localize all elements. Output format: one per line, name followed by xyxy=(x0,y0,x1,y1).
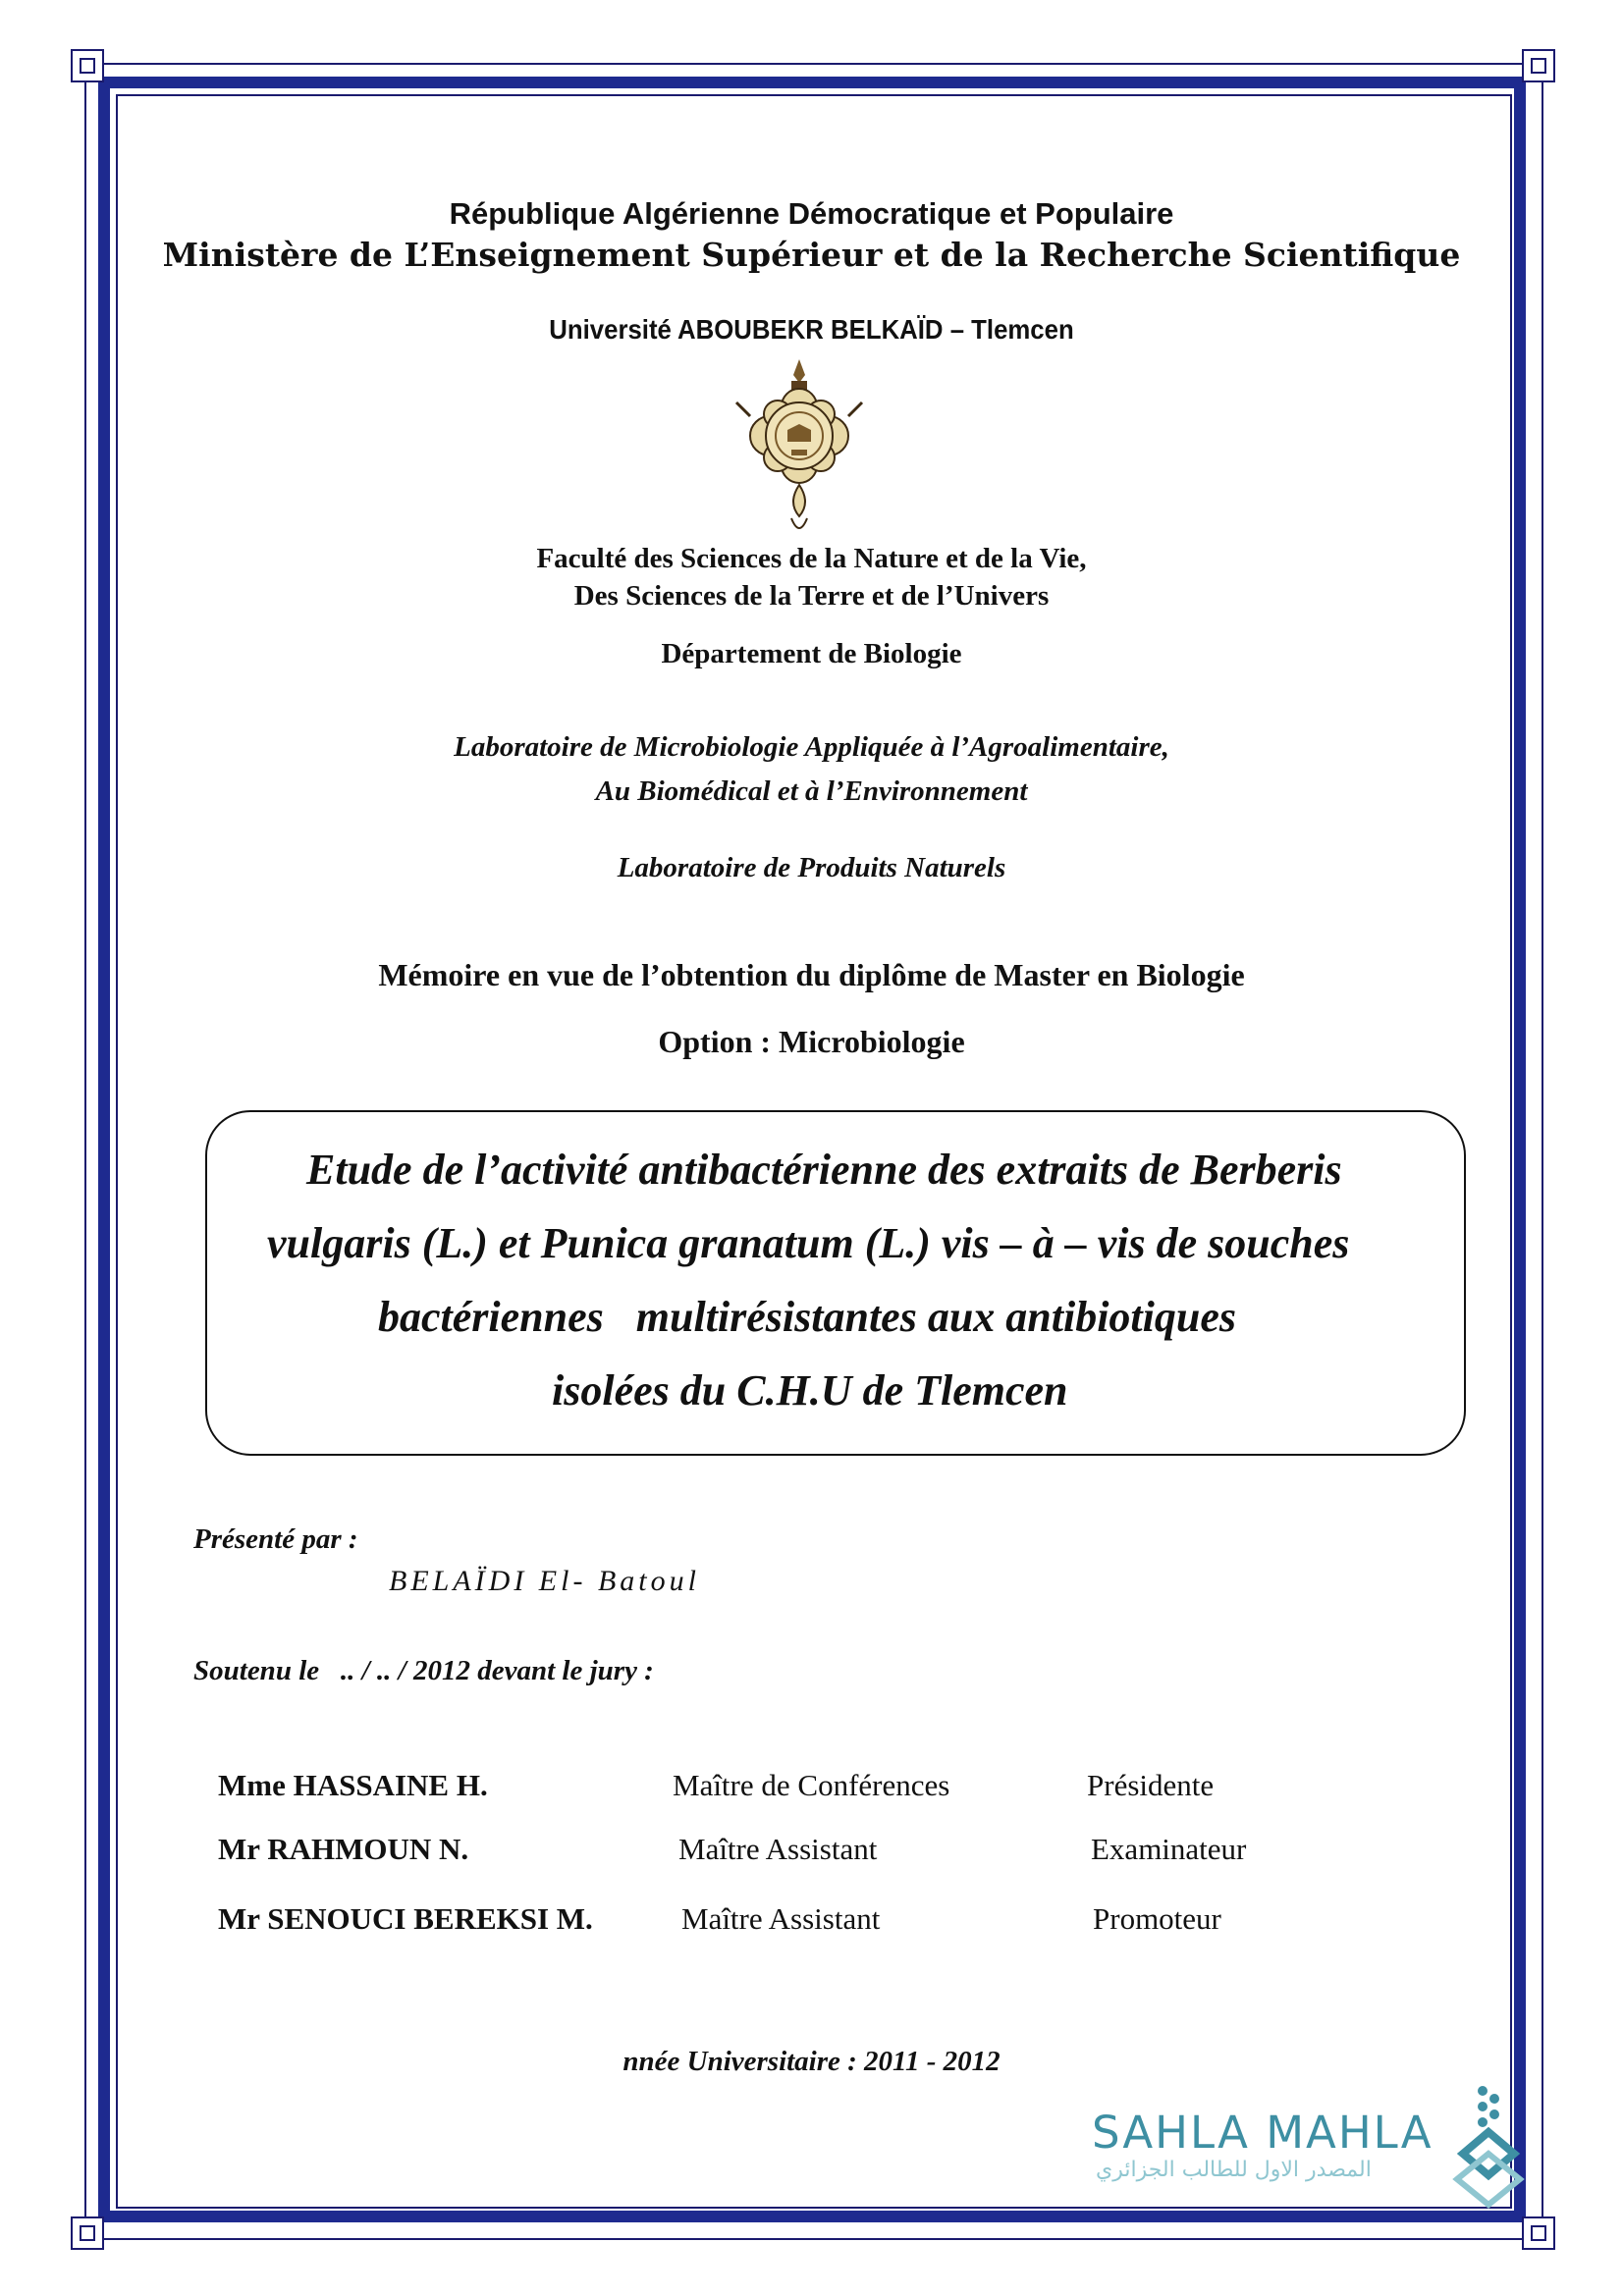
lab-1-line-1: Laboratoire de Microbiologie Appliquée à l’Agroalimentaire, xyxy=(454,731,1169,763)
academic-year: nnée Universitaire : 2011 - 2012 xyxy=(622,2046,1001,2077)
watermark-logo-icon xyxy=(1443,2085,1534,2209)
republic-heading: République Algérienne Démocratique et Populaire xyxy=(449,196,1174,231)
thesis-title-line-1: Etude de l’activité antibactérienne des extraits de Berberis xyxy=(306,1146,1342,1194)
university-emblem-logo xyxy=(732,355,866,538)
lab-1-line-2: Au Biomédical et à l’Environnement xyxy=(595,775,1028,807)
ministry-heading: Ministère de L’Enseignement Supérieur et de la Recherche Scientifique xyxy=(162,236,1461,274)
department-heading: Département de Biologie xyxy=(661,638,962,669)
jury-member-role: Présidente xyxy=(1087,1768,1215,1802)
jury-member-role: Promoteur xyxy=(1093,1901,1221,1936)
jury-row xyxy=(0,1901,1623,1941)
jury-member-name: Mme HASSAINE H. xyxy=(218,1768,488,1802)
frame-corner-top-right xyxy=(1522,49,1555,82)
frame-corner-bottom-right xyxy=(1522,2216,1555,2250)
thesis-title-line-2: vulgaris (L.) et Punica granatum (L.) vis – à – vis de souches xyxy=(267,1219,1350,1267)
thesis-title-line-3: bactériennes multirésistantes aux antibiotiques xyxy=(378,1293,1237,1341)
frame-corner-bottom-left xyxy=(71,2216,104,2250)
watermark-tagline: المصدر الاول للطالب الجزائري xyxy=(1096,2158,1372,2182)
jury-member-name: Mr RAHMOUN N. xyxy=(218,1832,469,1866)
jury-member-role: Examinateur xyxy=(1091,1832,1247,1866)
university-heading: Université ABOUBEKR BELKAÏD – Tlemcen xyxy=(549,314,1074,345)
jury-row xyxy=(0,1768,1623,1807)
presenter-name: BELAÏDI El- Batoul xyxy=(389,1565,700,1597)
jury-member-grade: Maître de Conférences xyxy=(673,1768,950,1802)
memoire-purpose: Mémoire en vue de l’obtention du diplôme de Master en Biologie xyxy=(378,957,1245,992)
jury-row xyxy=(0,1832,1623,1871)
memoire-option: Option : Microbiologie xyxy=(658,1024,965,1059)
defense-date-label: Soutenu le .. / .. / 2012 devant le jury : xyxy=(193,1655,654,1686)
jury-member-grade: Maître Assistant xyxy=(681,1901,881,1936)
thesis-title-line-4: isolées du C.H.U de Tlemcen xyxy=(552,1366,1068,1415)
lab-2: Laboratoire de Produits Naturels xyxy=(617,852,1006,883)
jury-member-grade: Maître Assistant xyxy=(678,1832,878,1866)
faculty-line-1: Faculté des Sciences de la Nature et de la Vie, xyxy=(536,543,1087,574)
watermark-brand: SAHLA MAHLA xyxy=(1092,2107,1434,2159)
presented-by-label: Présenté par : xyxy=(193,1523,358,1555)
jury-member-name: Mr SENOUCI BEREKSI M. xyxy=(218,1901,593,1936)
frame-corner-top-left xyxy=(71,49,104,82)
faculty-line-2: Des Sciences de la Terre et de l’Univers xyxy=(573,580,1050,612)
